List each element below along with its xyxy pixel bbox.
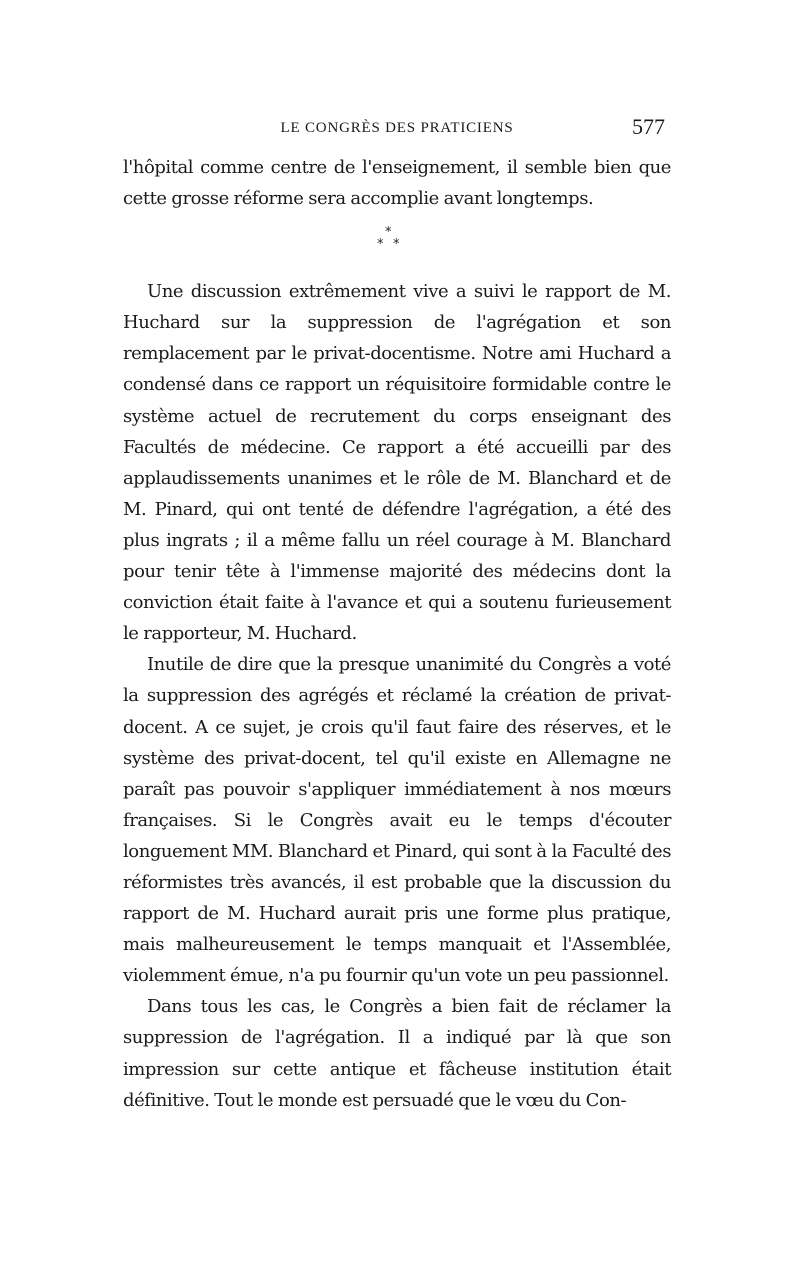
asterism-separator xyxy=(123,214,671,276)
running-title: LE CONGRÈS DES PRATICIENS xyxy=(280,120,514,136)
asterisk-icon: * xyxy=(393,237,400,253)
paragraph: Une discussion extrêmement vive a suivi le rapport de M. Huchard sur la suppression de l'agrégation et son remplacement par le privat-docentisme. Notre ami Huchard a condensé dans ce rapport un réquisitoire formidable contre le système actuel de recrutement du corps enseignant des Facultés de médecine. Ce rapport a été accueilli par des applaudissements unanimes et le rôle de M. Blanchard et de M. Pinard, qui ont tenté de défendre l'agrégation, a été des plus ingrats ; il a même fallu un réel courage à M. Blanchard pour tenir tête à l'immense majorité des médecins dont la conviction était faite à l'avance et qui a soutenu furieusement le rapporteur, M. Huchard. xyxy=(123,281,671,645)
page-number: 577 xyxy=(632,114,665,139)
paragraph-continued: l'hôpital comme centre de l'enseignement, il semble bien que cette grosse réforme sera accomplie avant longtemps. xyxy=(123,157,671,210)
paragraph: Inutile de dire que la presque unanimité du Congrès a voté la suppression des agrégés et réclamé la création de privat-docent. A ce sujet, je crois qu'il faut faire des réserves, et le système des privat-docent, tel qu'il existe en Allemagne ne paraît pas pouvoir s'appliquer immédiatement à nos mœurs françaises. Si le Congrès avait eu le temps d'écouter longuement MM. Blanchard et Pinard, qui sont à la Faculté des réformistes très avancés, il est probable que la discussion du rapport de M. Huchard aurait pris une forme plus pratique, mais malheureusement le temps manquait et l'Assemblée, violemment émue, n'a pu fournir qu'un vote un peu passionnel. xyxy=(123,654,671,987)
asterisk-icon: * xyxy=(385,225,392,241)
paragraph: Dans tous les cas, le Congrès a bien fait de réclamer la suppression de l'agrégation. Il a indiqué par là que son impression sur cette antique et fâcheuse institution était définitive. Tout le monde est persuadé que le vœu du Con- xyxy=(123,996,671,1111)
running-header xyxy=(123,112,671,146)
asterisk-icon: * xyxy=(377,237,384,253)
body-text xyxy=(123,152,671,1116)
